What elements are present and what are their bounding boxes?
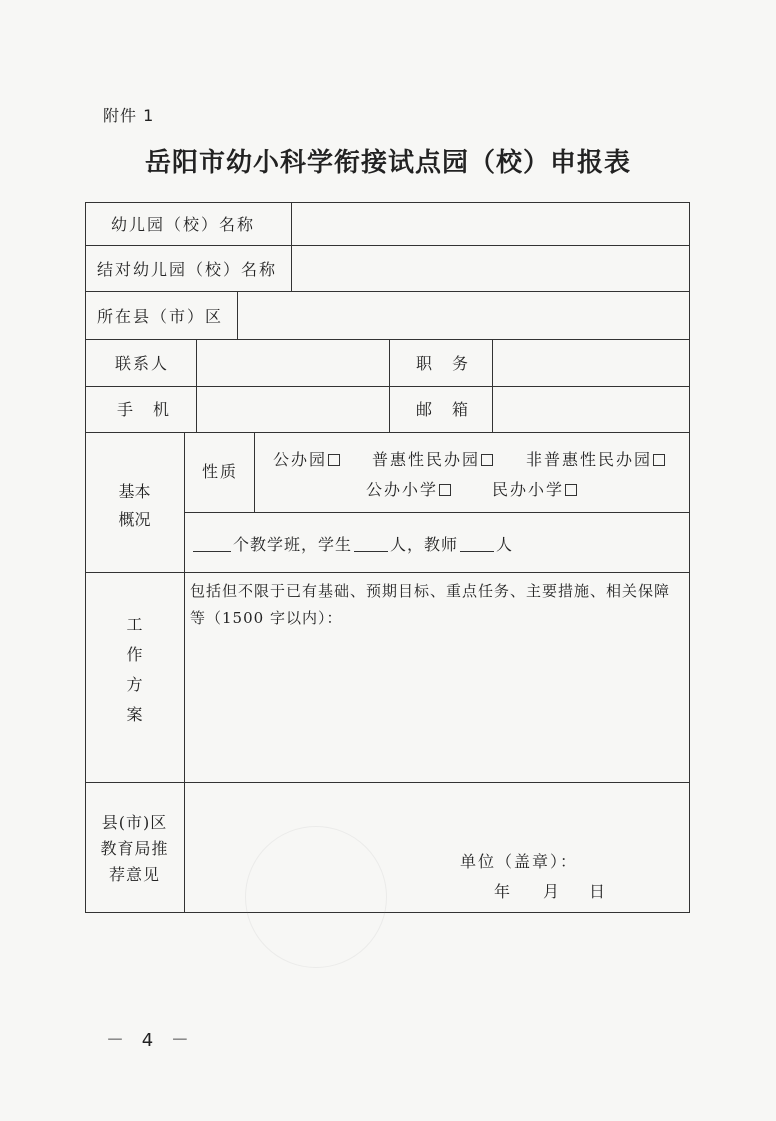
col-divider bbox=[291, 245, 292, 291]
attachment-label: 附件 1 bbox=[103, 106, 155, 125]
col-divider bbox=[291, 202, 292, 245]
work-plan-description: 包括但不限于已有基础、预期目标、重点任务、主要措施、相关保障等（1500 字以内）： bbox=[190, 582, 671, 627]
basic-info-label-line: 基本 bbox=[118, 482, 151, 501]
col-divider bbox=[196, 339, 197, 432]
work-plan-label bbox=[85, 610, 184, 730]
basic-info-label-line: 概况 bbox=[118, 510, 151, 529]
school-stats-line bbox=[191, 537, 513, 553]
checkbox[interactable] bbox=[653, 454, 665, 466]
work-plan-label-char: 作 bbox=[126, 645, 143, 664]
nature-label: 性质 bbox=[202, 462, 239, 481]
row-divider bbox=[85, 782, 690, 783]
row-divider bbox=[85, 339, 690, 340]
option-inclusive-private[interactable] bbox=[372, 452, 493, 468]
row-divider bbox=[85, 432, 690, 433]
date-day: 日 bbox=[589, 882, 608, 901]
contact-label: 联系人 bbox=[115, 354, 170, 373]
row-divider bbox=[85, 572, 690, 573]
row-divider bbox=[85, 245, 690, 246]
option-public-kindergarten[interactable] bbox=[273, 452, 340, 468]
basic-info-label bbox=[85, 478, 184, 534]
row-divider bbox=[85, 291, 690, 292]
table-border-bottom bbox=[85, 912, 690, 913]
page-title: 岳阳市幼小科学衔接试点园（校）申报表 bbox=[144, 148, 631, 178]
seal-label: 单位（盖章）： bbox=[460, 852, 579, 871]
position-label: 职 务 bbox=[416, 354, 471, 373]
checkbox[interactable] bbox=[565, 484, 577, 496]
col-divider bbox=[492, 339, 493, 432]
col-divider bbox=[389, 339, 390, 432]
col-divider bbox=[184, 432, 185, 913]
checkbox[interactable] bbox=[328, 454, 340, 466]
email-label: 邮 箱 bbox=[416, 400, 471, 419]
option-label: 非普惠性民办园 bbox=[526, 450, 653, 469]
classes-blank[interactable] bbox=[193, 537, 231, 552]
work-plan-label-char: 工 bbox=[126, 615, 143, 634]
recommendation-label-line: 荐意见 bbox=[108, 865, 160, 884]
students-text: 人，教师 bbox=[390, 535, 459, 554]
option-label: 民办小学 bbox=[492, 480, 565, 499]
option-private-primary[interactable] bbox=[492, 482, 577, 498]
students-blank[interactable] bbox=[354, 537, 388, 552]
recommendation-label-line: 教育局推 bbox=[100, 839, 169, 858]
teachers-blank[interactable] bbox=[460, 537, 494, 552]
table-border-top bbox=[85, 202, 690, 203]
checkbox[interactable] bbox=[439, 484, 451, 496]
work-plan-label-char: 案 bbox=[126, 705, 143, 724]
col-divider bbox=[237, 291, 238, 339]
recommendation-label bbox=[85, 810, 184, 888]
kindergarten-name-label: 幼儿园（校）名称 bbox=[111, 215, 256, 234]
option-non-inclusive-private[interactable] bbox=[526, 452, 665, 468]
page-number: － 4 － bbox=[106, 1030, 195, 1051]
row-divider bbox=[184, 512, 690, 513]
work-plan-label-char: 方 bbox=[126, 675, 143, 694]
mobile-label: 手 机 bbox=[117, 400, 172, 419]
date-month: 月 bbox=[543, 882, 562, 901]
county-label: 所在县（市）区 bbox=[97, 307, 224, 326]
recommendation-label-line: 县(市)区 bbox=[101, 813, 168, 832]
option-label: 普惠性民办园 bbox=[372, 450, 481, 469]
date-year: 年 bbox=[494, 882, 513, 901]
paired-kindergarten-label: 结对幼儿园（校）名称 bbox=[97, 260, 278, 279]
table-border-right bbox=[689, 202, 690, 913]
option-label: 公办小学 bbox=[366, 480, 439, 499]
row-divider bbox=[85, 386, 690, 387]
col-divider bbox=[254, 432, 255, 512]
teachers-text: 人 bbox=[496, 535, 514, 554]
option-label: 公办园 bbox=[273, 450, 328, 469]
application-table bbox=[85, 202, 690, 913]
classes-text: 个教学班，学生 bbox=[233, 535, 353, 554]
table-border-left bbox=[85, 202, 86, 913]
option-public-primary[interactable] bbox=[366, 482, 451, 498]
checkbox[interactable] bbox=[481, 454, 493, 466]
